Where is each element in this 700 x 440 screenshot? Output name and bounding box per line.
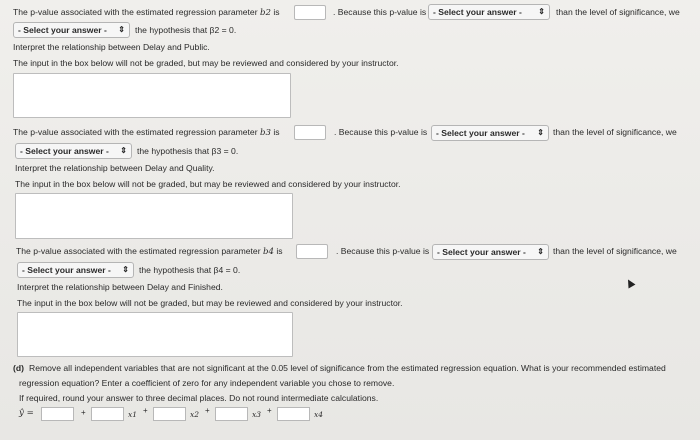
updown-arrows-icon: ⇕: [120, 146, 127, 155]
pvalue-sentence: [13, 127, 280, 138]
than-text: than the level of significance, we: [553, 246, 677, 256]
hypothesis-select-label: - Select your answer -: [20, 146, 109, 156]
param-label: b3: [259, 128, 271, 138]
coef-x1-input[interactable]: [91, 407, 124, 421]
var-x4: x4: [314, 410, 324, 419]
because-text: . Because this p-value is: [334, 127, 428, 137]
coef-x4-input[interactable]: [277, 407, 310, 421]
hypothesis-select[interactable]: [15, 143, 132, 159]
compare-select[interactable]: [431, 125, 549, 141]
var-x3: x3: [252, 410, 262, 419]
pvalue-input[interactable]: [294, 125, 326, 140]
pvalue-prefix: The p-value associated with the estimated regression parameter: [13, 7, 258, 17]
is-label: is: [273, 7, 280, 17]
than-text: than the level of significance, we: [556, 7, 680, 17]
hypothesis-text: the hypothesis that β2 = 0.: [135, 25, 237, 35]
pvalue-prefix: The p-value associated with the estimated regression parameter: [16, 246, 261, 256]
updown-arrows-icon: ⇕: [538, 7, 545, 16]
hypothesis-text: the hypothesis that β4 = 0.: [139, 265, 241, 275]
compare-select[interactable]: [432, 244, 549, 260]
interpret-textarea[interactable]: [17, 312, 293, 357]
plus-sign: +: [81, 408, 86, 417]
plus-sign: +: [143, 406, 148, 415]
pvalue-input[interactable]: [294, 5, 326, 20]
hypothesis-select-label: - Select your answer -: [22, 265, 111, 275]
pvalue-sentence: [16, 246, 283, 257]
part-d-line3: If required, round your answer to three decimal places. Do not round intermediate calculations.: [19, 393, 379, 403]
note-text: The input in the box below will not be graded, but may be reviewed and considered by your instructor.: [17, 298, 403, 308]
mouse-pointer-icon: [625, 278, 636, 289]
coef-x3-input[interactable]: [215, 407, 248, 421]
compare-select-label: - Select your answer -: [437, 247, 526, 257]
plus-sign: +: [267, 406, 272, 415]
yhat-label: ŷ =: [19, 408, 34, 418]
hypothesis-select[interactable]: [17, 262, 134, 278]
because-text: . Because this p-value is: [333, 7, 427, 17]
pvalue-sentence: [13, 7, 280, 18]
part-d-line2: regression equation? Enter a coefficient of zero for any independent variable you chose to remove.: [19, 378, 395, 388]
interpret-text: Interpret the relationship between Delay and Public.: [13, 42, 210, 52]
intercept-input[interactable]: [41, 407, 74, 421]
compare-select-label: - Select your answer -: [436, 128, 525, 138]
is-label: is: [273, 127, 280, 137]
part-d-label: (d): [13, 363, 24, 373]
pvalue-prefix: The p-value associated with the estimated regression parameter: [13, 127, 258, 137]
note-text: The input in the box below will not be graded, but may be reviewed and considered by your instructor.: [13, 58, 399, 68]
pvalue-input[interactable]: [296, 244, 328, 259]
is-label: is: [276, 246, 283, 256]
updown-arrows-icon: ⇕: [118, 25, 125, 34]
hypothesis-text: the hypothesis that β3 = 0.: [137, 146, 239, 156]
hypothesis-select[interactable]: [13, 22, 130, 38]
var-x1: x1: [128, 410, 138, 419]
plus-sign: +: [205, 406, 210, 415]
part-d-line1: Remove all independent variables that are not significant at the 0.05 level of significance from the estimated regression equation. What is your recommended estimated: [29, 363, 666, 373]
than-text: than the level of significance, we: [553, 127, 677, 137]
param-label: b2: [259, 8, 271, 18]
interpret-textarea[interactable]: [15, 193, 293, 239]
because-text: . Because this p-value is: [336, 246, 430, 256]
compare-select-label: - Select your answer -: [433, 7, 522, 17]
note-text: The input in the box below will not be graded, but may be reviewed and considered by your instructor.: [15, 179, 401, 189]
updown-arrows-icon: ⇕: [537, 247, 544, 256]
param-label: b4: [262, 247, 274, 257]
interpret-text: Interpret the relationship between Delay and Quality.: [15, 163, 215, 173]
interpret-text: Interpret the relationship between Delay and Finished.: [17, 282, 223, 292]
hypothesis-select-label: - Select your answer -: [18, 25, 107, 35]
updown-arrows-icon: ⇕: [537, 128, 544, 137]
compare-select[interactable]: [428, 4, 550, 20]
updown-arrows-icon: ⇕: [122, 265, 129, 274]
coef-x2-input[interactable]: [153, 407, 186, 421]
interpret-textarea[interactable]: [13, 73, 291, 118]
var-x2: x2: [190, 410, 200, 419]
